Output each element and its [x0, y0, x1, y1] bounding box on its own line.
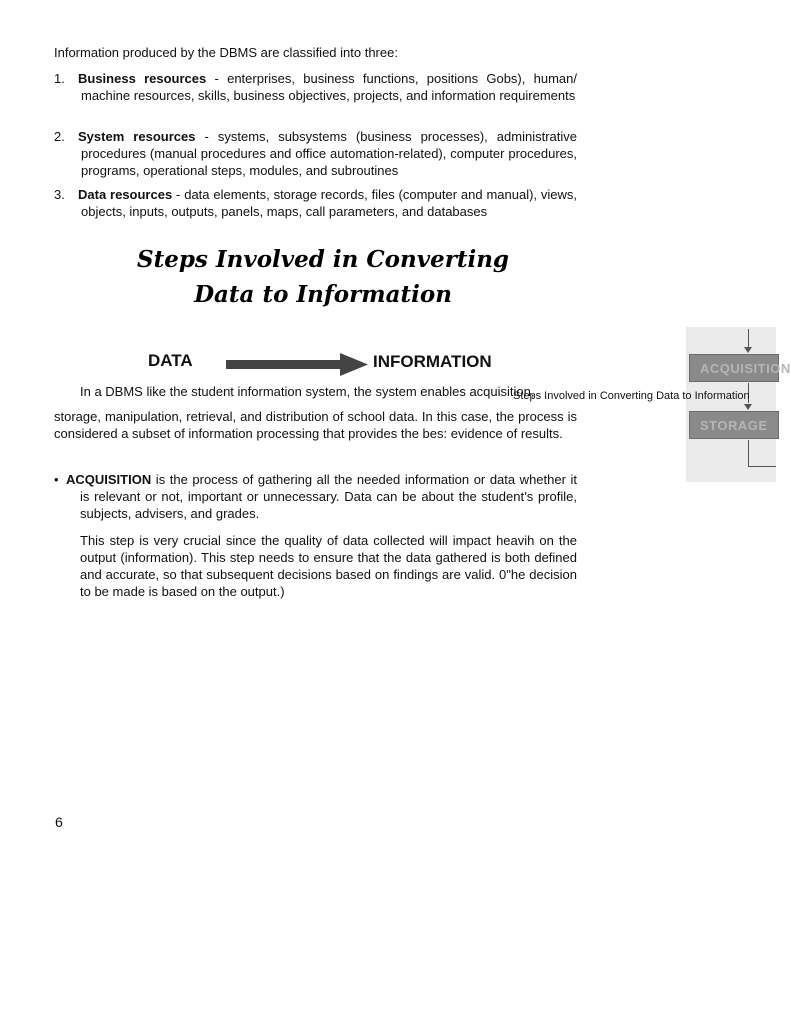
- flow-connector: [748, 466, 776, 467]
- resource-item-3: [54, 186, 577, 220]
- flow-from-label: DATA: [148, 351, 193, 370]
- resource-title: Business resources: [78, 71, 207, 86]
- down-arrow-icon: [744, 347, 752, 353]
- heading-line-1: Steps Involved in Converting: [136, 246, 510, 273]
- list-number: 2.: [54, 129, 65, 144]
- acquisition-item: [54, 471, 577, 522]
- intro-text: Information produced by the DBMS are classified into three:: [54, 45, 398, 60]
- process-figure: [686, 327, 791, 482]
- figure-caption: Steps Involved in Converting Data to Information: [513, 390, 750, 402]
- resource-title: System resources: [78, 129, 196, 144]
- page-number: 6: [55, 814, 63, 830]
- resource-desc: - data elements, storage records, files (computer and manual), views, objects, inputs, outputs, panels, maps, call parameters, and databases: [81, 187, 577, 219]
- acquisition-desc: is the process of gathering all the needed information or data whether it is relevant or not, important or unnecessary. Data can be about the student’s profile, subjects, advisers, and grades.: [80, 472, 577, 521]
- figure-step-acquisition: ACQUISITION: [689, 354, 779, 382]
- dbms-paragraph: storage, manipulation, retrieval, and distribution of school data. In this case, the process is considered a subset of information processing that provides the bes: evidence of results.: [54, 409, 577, 441]
- flow-to-label: INFORMATION: [373, 352, 492, 371]
- heading-line-2: Data to Information: [194, 281, 452, 308]
- resource-desc: - systems, subsystems (business processes), administrative procedures (manual procedures and office automation-related), computer procedures, programs, operational steps, modules, and subroutines: [81, 129, 578, 178]
- section-heading: [70, 242, 576, 312]
- resource-title: Data resources: [78, 187, 173, 202]
- acquisition-term: ACQUISITION: [66, 472, 152, 487]
- acquisition-detail: This step is very crucial since the quality of data collected will impact heavih on the output (information). This step needs to ensure that the data gathered is both defined and accurate, so that subsequent decisions based on findings are valid. 0"he decision to be made is based on the output.): [80, 533, 577, 599]
- bullet: •: [54, 472, 59, 487]
- dbms-paragraph-first-line: In a DBMS like the student information system, the system enables acquisition,: [80, 384, 535, 399]
- resource-item-1: [54, 70, 577, 104]
- figure-step-storage: STORAGE: [689, 411, 779, 439]
- flow-connector: [748, 440, 749, 466]
- down-arrow-icon: [744, 404, 752, 410]
- right-arrow-icon: [224, 352, 370, 378]
- list-number: 3.: [54, 187, 65, 202]
- resource-desc: - enterprises, business functions, positions Gobs), human/ machine resources, skills, business objectives, projects, and information requirements: [81, 71, 577, 103]
- resource-item-2: [54, 128, 577, 179]
- list-number: 1.: [54, 71, 65, 86]
